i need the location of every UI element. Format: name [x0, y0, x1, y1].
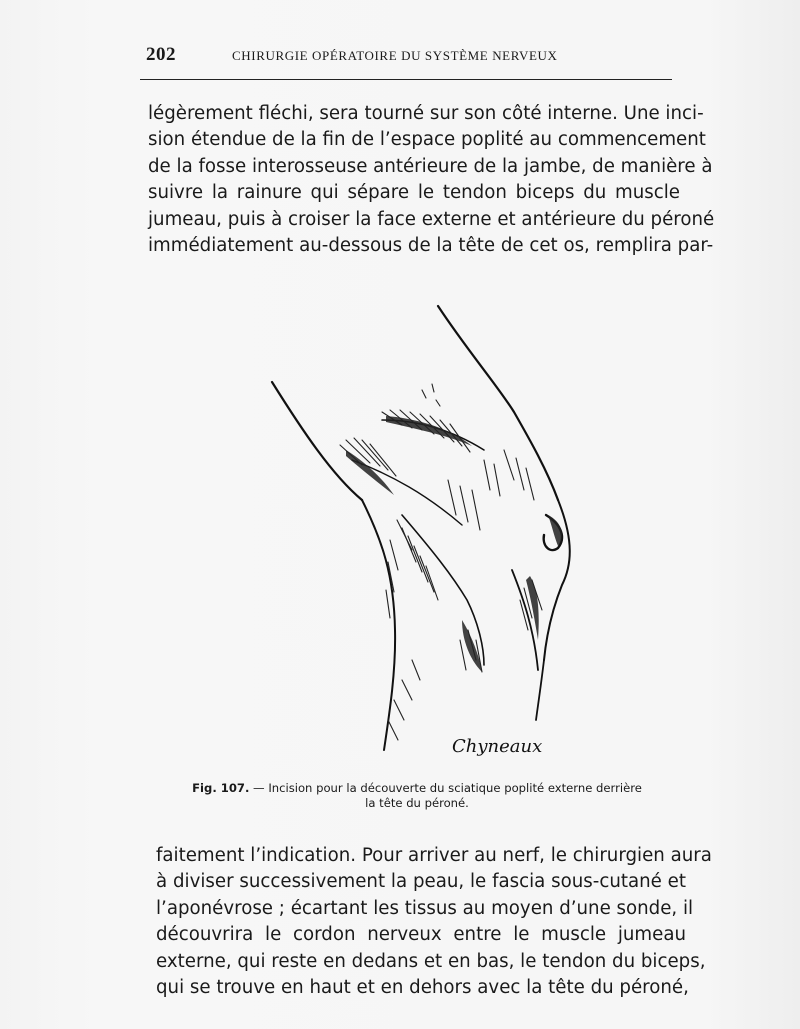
text-line: externe, qui reste en dedans et en bas, le tendon du biceps, — [156, 950, 706, 972]
text-line: qui se trouve en haut et en dehors avec la tête du péroné, — [156, 976, 689, 998]
header-rule — [140, 79, 672, 80]
caption-text-1: — Incision pour la découverte du sciatique poplité externe derrière — [249, 781, 642, 795]
text-line: faitement l’indication. Pour arriver au nerf, le chirurgien aura — [156, 845, 712, 866]
figure-caption — [150, 781, 684, 811]
caption-label: Fig. 107. — [192, 781, 250, 795]
text-line: suivre la rainure qui sépare le tendon biceps du muscle — [148, 182, 680, 204]
running-head: CHIRURGIE OPÉRATOIRE DU SYSTÈME NERVEUX — [232, 48, 558, 63]
text-line: jumeau, puis à croiser la face externe et antérieure du péroné — [148, 208, 715, 230]
text-line: à diviser successivement la peau, le fascia sous-cutané et — [156, 871, 686, 893]
top-paragraph — [148, 101, 715, 259]
text-line: de la fosse interosseuse antérieure de la jambe, de manière à — [148, 155, 713, 177]
caption-line-2: la tête du péroné. — [365, 796, 469, 810]
bottom-paragraph — [156, 843, 712, 1001]
text-line: sion étendue de la fin de l’espace poplité au commencement — [148, 129, 706, 151]
page-header — [140, 44, 672, 68]
page-number: 202 — [146, 44, 176, 65]
text-line: découvrira le cordon nerveux entre le muscle jumeau — [156, 924, 686, 946]
knee-illustration — [262, 300, 582, 780]
artist-signature: Chyneaux — [452, 736, 543, 757]
text-line: immédiatement au-dessous de la tête de cet os, remplira par- — [148, 234, 714, 256]
text-line: l’aponévrose ; écartant les tissus au moyen d’une sonde, il — [156, 897, 694, 919]
text-line: légèrement fléchi, sera tourné sur son côté interne. Une inci- — [148, 103, 704, 124]
caption-line-1 — [150, 781, 684, 796]
knee-drawing — [262, 300, 582, 780]
